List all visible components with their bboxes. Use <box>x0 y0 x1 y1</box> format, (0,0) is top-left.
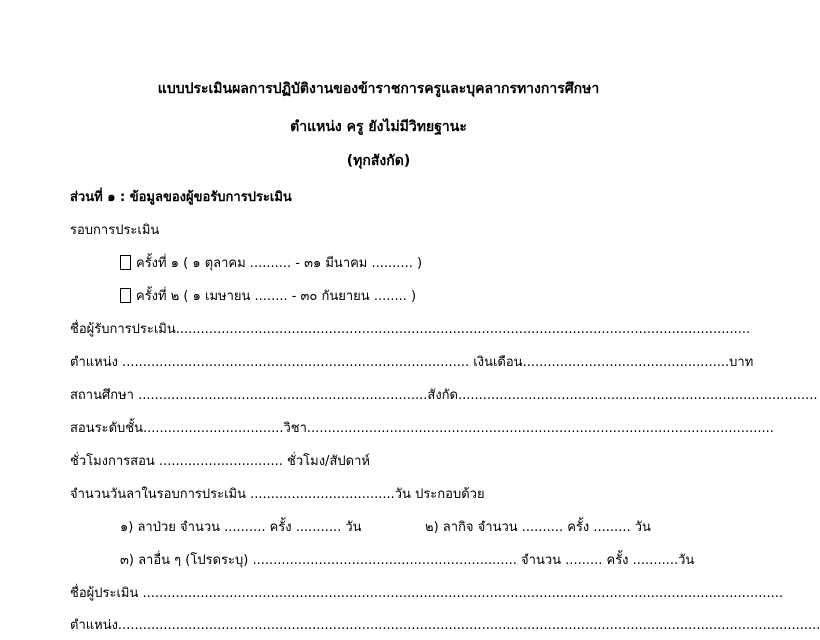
section-1-heading: ส่วนที่ ๑ : ข้อมูลของผู้ขอรับการประเมิน <box>70 190 292 205</box>
teaching-hours-field[interactable]: ชั่วโมงการสอน .............................. ชั่วโมง/สัปดาห์ <box>70 454 370 469</box>
round-label: รอบการประเมิน <box>70 223 160 238</box>
form-title: แบบประเมินผลการปฏิบัติงานของข้าราชการครูและบุคลากรทางการศึกษา <box>157 81 600 97</box>
evaluator-position-field[interactable]: ตำแหน่ง.......................................................................................................................................................................... <box>70 618 820 633</box>
personal-leave-field[interactable]: ๒) ลากิจ จำนวน .......... ครั้ง ......... วัน <box>425 520 651 535</box>
form-subtitle-position: ตำแหน่ง ครู ยังไม่มีวิทยฐานะ <box>290 119 467 135</box>
sick-leave-field[interactable]: ๑) ลาป่วย จำนวน .......... ครั้ง ........... วัน <box>120 520 362 535</box>
form-subtitle-affiliation: (ทุกสังกัด) <box>346 153 411 169</box>
level-subject-field[interactable]: สอนระดับชั้น..................................วิชา................................................................................................................. <box>70 421 774 436</box>
leave-days-field[interactable]: จำนวนวันลาในรอบการประเมิน ...................................วัน ประกอบด้วย <box>70 487 485 502</box>
round-option-2 <box>120 285 416 306</box>
round-2-checkbox[interactable] <box>120 288 131 303</box>
round-option-1-label: ครั้งที่ ๑ ( ๑ ตุลาคม .......... - ๓๑ มีนาคม .......... ) <box>136 256 423 271</box>
evaluator-name-field[interactable]: ชื่อผู้ประเมิน ........................................................................................................................................................... <box>70 586 784 601</box>
round-option-1 <box>120 252 422 273</box>
other-leave-field[interactable]: ๓) ลาอื่น ๆ (โปรดระบุ) ................................................................ จำนวน ......... ครั้ง ...........วัน <box>120 553 695 568</box>
evaluatee-name-field[interactable]: ชื่อผู้รับการประเมิน........................................................................................................................................... <box>70 322 751 337</box>
position-salary-field[interactable]: ตำแหน่ง .................................................................................... เงินเดือน..................................................บาท <box>70 355 754 370</box>
round-option-2-label: ครั้งที่ ๒ ( ๑ เมษายน ........ - ๓๐ กันยายน ........ ) <box>136 289 417 304</box>
round-1-checkbox[interactable] <box>120 255 131 270</box>
school-affiliation-field[interactable]: สถานศึกษา ......................................................................สังกัด....................................................................................... <box>70 388 818 403</box>
